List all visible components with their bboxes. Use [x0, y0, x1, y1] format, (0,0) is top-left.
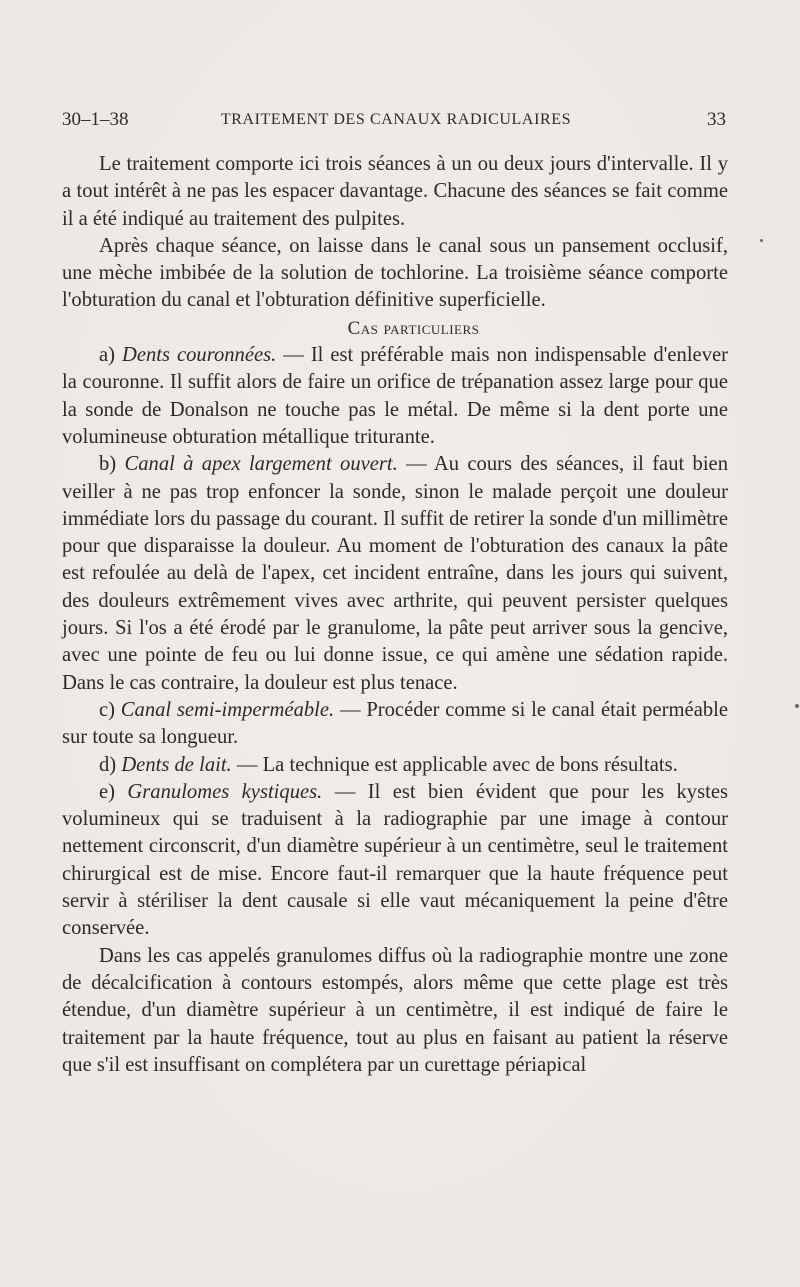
item-d [62, 752, 728, 779]
paper-speck [760, 239, 763, 242]
paragraph-intro: Le traitement comporte ici trois séances à un ou deux jours d'intervalle. Il y a tout intérêt à ne pas les espacer davantage. Chacune des séances se fait comme il a été indiqué au traitement des pulpites. [62, 153, 728, 230]
item-text: — Procéder comme si le canal était perméable sur toute sa longueur. [62, 698, 728, 749]
paragraph-apres: Après chaque séance, on laisse dans le canal sous un pansement occlusif, une mèche imbibée de la solution de tochlorine. La troisième séance comporte l'obturation du canal et l'obturation définitive superficielle. [62, 234, 728, 312]
item-label: d) [99, 753, 117, 776]
item-a [62, 342, 728, 451]
paper-speck [795, 704, 799, 708]
body-text [62, 151, 728, 1079]
item-b [62, 451, 728, 697]
item-title: Dents couronnées. [121, 344, 277, 367]
running-title: TRAITEMENT DES CANAUX RADICULAIRES [220, 111, 572, 128]
item-c [62, 697, 728, 752]
item-text: — La technique est applicable avec de bons résultats. [236, 753, 678, 776]
item-label: e) [99, 780, 115, 803]
item-title: Dents de lait. [121, 753, 232, 776]
item-e [62, 779, 728, 943]
running-head [62, 106, 730, 134]
page-number: 33 [707, 109, 726, 130]
item-title: Canal semi-imperméable. [120, 698, 335, 721]
item-title: Granulomes kystiques. [127, 780, 323, 803]
item-title: Canal à apex largement ouvert. [124, 453, 398, 476]
section-heading: Cas particuliers [347, 317, 480, 339]
item-label: a) [99, 344, 115, 367]
item-text: — Il est bien évident que pour les kystes volumineux qui se traduisent à la radiographie par une image à contour nettement circonscrit, d'un diamètre supérieur à un centimètre, seul le traitement chirurgical est de mise. Encore faut-il remarquer que la haute fréquence peut servir à stériliser la dent causale si elle vaut mécaniquement la peine d'être conservée. [62, 780, 728, 940]
item-label: c) [99, 698, 115, 721]
item-text: — Il est préférable mais non indispensable d'enlever la couronne. Il suffit alors de faire un orifice de trépanation assez large pour que la sonde de Donalson ne touche pas le métal. De même si la dent porte une volumineuse obturation métallique triturante. [62, 344, 728, 448]
item-label: b) [99, 453, 117, 476]
paragraph-granulomes-diffus: Dans les cas appelés granulomes diffus où la radiographie montre une zone de décalcification à contours estompés, alors même que cette plage est très étendue, d'un diamètre supérieur à un centimètre, il est indiqué de faire le traitement par la haute fréquence, tout au plus en faisant au patient la réserve que s'il est insuffisant on complétera par un curettage périapical [62, 944, 728, 1076]
date-reference: 30–1–38 [62, 109, 129, 130]
item-text: — Au cours des séances, il faut bien veiller à ne pas trop enfoncer la sonde, sinon le malade perçoit une douleur immédiate lors du passage du courant. Il suffit de retirer la sonde d'un millimètre pour que disparaisse la douleur. Au moment de l'obturation des canaux la pâte est refoulée au delà de l'apex, cet incident entraîne, dans les jours qui suivent, des douleurs extrêmement vives avec arthrite, qui peuvent persister quelques jours. Si l'os a été érodé par le granulome, la pâte peut arriver sous la gencive, avec une pointe de feu ou lui donne issue, ce qui amène une sédation rapide. Dans le cas contraire, la douleur est plus tenace. [62, 453, 728, 694]
